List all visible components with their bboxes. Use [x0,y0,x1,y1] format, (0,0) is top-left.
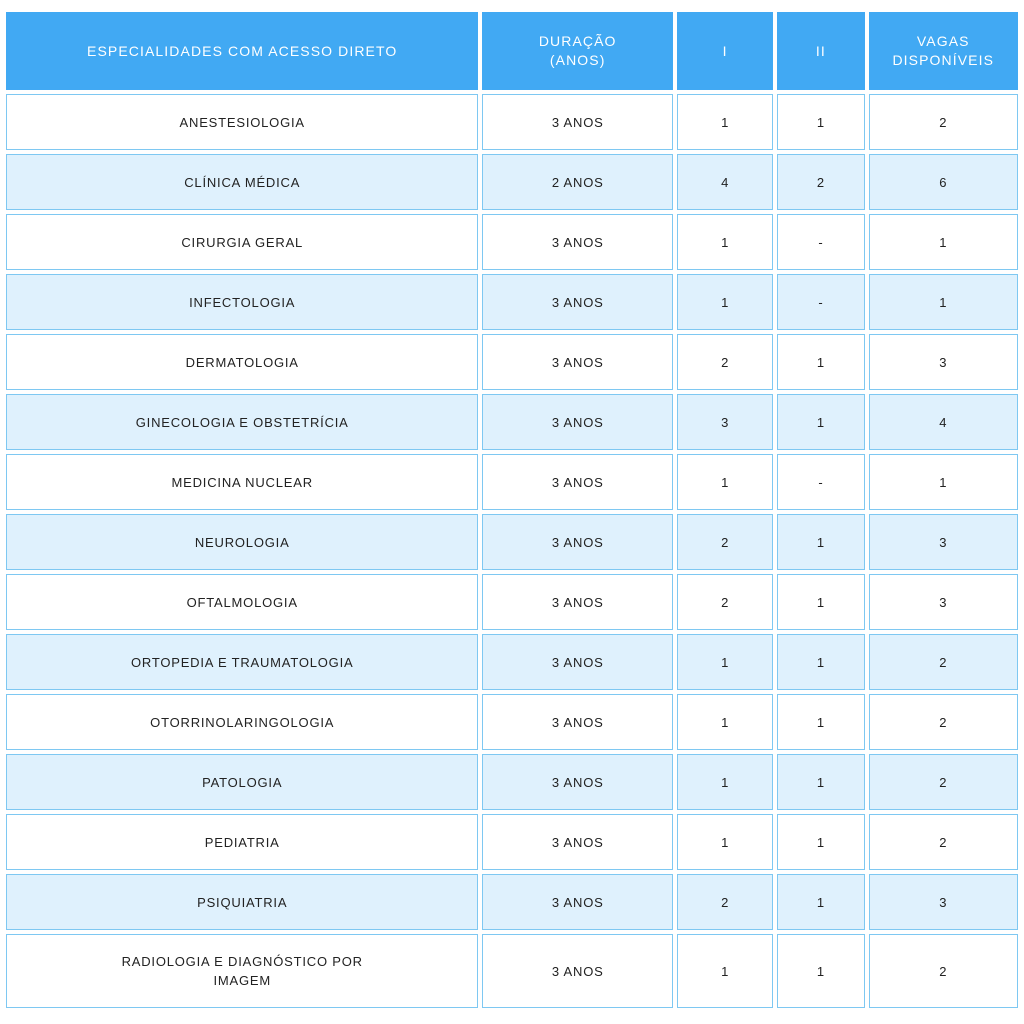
col-i-cell: 1 [677,754,773,810]
col-ii-cell: 1 [777,694,864,750]
duration-cell: 3 ANOS [482,94,673,150]
duration-cell: 3 ANOS [482,634,673,690]
specialty-cell: CLÍNICA MÉDICA [6,154,478,210]
table-row [6,214,1018,270]
table-row [6,694,1018,750]
specialty-cell: CIRURGIA GERAL [6,214,478,270]
col-ii-cell: 1 [777,874,864,930]
header-duration-line1: DURAÇÃO [538,33,617,49]
duration-cell: 3 ANOS [482,274,673,330]
col-i-cell: 1 [677,694,773,750]
col-ii-cell: 1 [777,934,864,1008]
table-row [6,154,1018,210]
duration-cell: 2 ANOS [482,154,673,210]
specialty-cell: PEDIATRIA [6,814,478,870]
header-duration-line2: (ANOS) [549,52,606,68]
specialty-cell: OTORRINOLARINGOLOGIA [6,694,478,750]
duration-cell: 3 ANOS [482,394,673,450]
vacancies-cell: 2 [869,634,1018,690]
table-row [6,754,1018,810]
duration-cell: 3 ANOS [482,874,673,930]
vacancies-cell: 3 [869,574,1018,630]
header-vacancies-line1: VAGAS [916,33,970,49]
col-i-cell: 2 [677,874,773,930]
col-ii-cell: 1 [777,394,864,450]
header-vacancies-line2: DISPONÍVEIS [892,52,995,68]
table-row [6,274,1018,330]
col-i-cell: 1 [677,814,773,870]
specialty-cell: INFECTOLOGIA [6,274,478,330]
duration-cell: 3 ANOS [482,694,673,750]
vacancies-cell: 1 [869,454,1018,510]
duration-cell: 3 ANOS [482,334,673,390]
table-row [6,814,1018,870]
table-row [6,574,1018,630]
residency-table-container [2,8,1022,1012]
vacancies-cell: 1 [869,214,1018,270]
table-body [6,94,1018,1008]
col-i-cell: 2 [677,514,773,570]
specialty-cell: DERMATOLOGIA [6,334,478,390]
header-col-ii [777,12,864,90]
specialty-cell: ANESTESIOLOGIA [6,94,478,150]
col-i-cell: 1 [677,454,773,510]
specialty-cell: PATOLOGIA [6,754,478,810]
table-row [6,514,1018,570]
header-vacancies [869,12,1018,90]
table-row [6,874,1018,930]
residency-vacancies-table [2,8,1022,1012]
col-ii-cell: - [777,454,864,510]
col-i-cell: 1 [677,94,773,150]
col-ii-cell: 1 [777,814,864,870]
vacancies-cell: 3 [869,874,1018,930]
col-ii-cell: 1 [777,514,864,570]
table-row [6,454,1018,510]
duration-cell: 3 ANOS [482,934,673,1008]
col-i-cell: 2 [677,334,773,390]
header-specialty [6,12,478,90]
vacancies-cell: 2 [869,694,1018,750]
duration-cell: 3 ANOS [482,574,673,630]
col-i-cell: 1 [677,934,773,1008]
vacancies-cell: 2 [869,754,1018,810]
vacancies-cell: 3 [869,514,1018,570]
table-header [6,12,1018,90]
header-row [6,12,1018,90]
header-duration [482,12,673,90]
table-row [6,634,1018,690]
duration-cell: 3 ANOS [482,214,673,270]
duration-cell: 3 ANOS [482,454,673,510]
specialty-cell: GINECOLOGIA E OBSTETRÍCIA [6,394,478,450]
col-ii-cell: - [777,274,864,330]
col-i-cell: 1 [677,214,773,270]
vacancies-cell: 2 [869,934,1018,1008]
col-i-cell: 1 [677,274,773,330]
col-ii-cell: 1 [777,94,864,150]
vacancies-cell: 2 [869,814,1018,870]
specialty-cell: ORTOPEDIA E TRAUMATOLOGIA [6,634,478,690]
col-i-cell: 4 [677,154,773,210]
duration-cell: 3 ANOS [482,754,673,810]
vacancies-cell: 2 [869,94,1018,150]
specialty-cell: MEDICINA NUCLEAR [6,454,478,510]
vacancies-cell: 3 [869,334,1018,390]
specialty-cell: PSIQUIATRIA [6,874,478,930]
vacancies-cell: 1 [869,274,1018,330]
col-i-cell: 3 [677,394,773,450]
header-col-i [677,12,773,90]
col-ii-cell: 1 [777,334,864,390]
vacancies-cell: 4 [869,394,1018,450]
duration-cell: 3 ANOS [482,814,673,870]
specialty-cell-text: RADIOLOGIA E DIAGNÓSTICO POR IMAGEM [121,954,363,988]
col-ii-cell: - [777,214,864,270]
col-ii-cell: 1 [777,754,864,810]
header-col-i-label: I [722,42,728,59]
header-specialty-label: ESPECIALIDADES COM ACESSO DIRETO [87,42,398,59]
col-ii-cell: 1 [777,634,864,690]
vacancies-cell: 6 [869,154,1018,210]
table-row [6,334,1018,390]
col-i-cell: 1 [677,634,773,690]
duration-cell: 3 ANOS [482,514,673,570]
specialty-cell [6,934,478,1008]
table-row [6,94,1018,150]
col-ii-cell: 1 [777,574,864,630]
specialty-cell: NEUROLOGIA [6,514,478,570]
col-i-cell: 2 [677,574,773,630]
specialty-cell: OFTALMOLOGIA [6,574,478,630]
col-ii-cell: 2 [777,154,864,210]
header-col-ii-label: II [815,42,826,59]
table-row [6,394,1018,450]
table-row [6,934,1018,1008]
